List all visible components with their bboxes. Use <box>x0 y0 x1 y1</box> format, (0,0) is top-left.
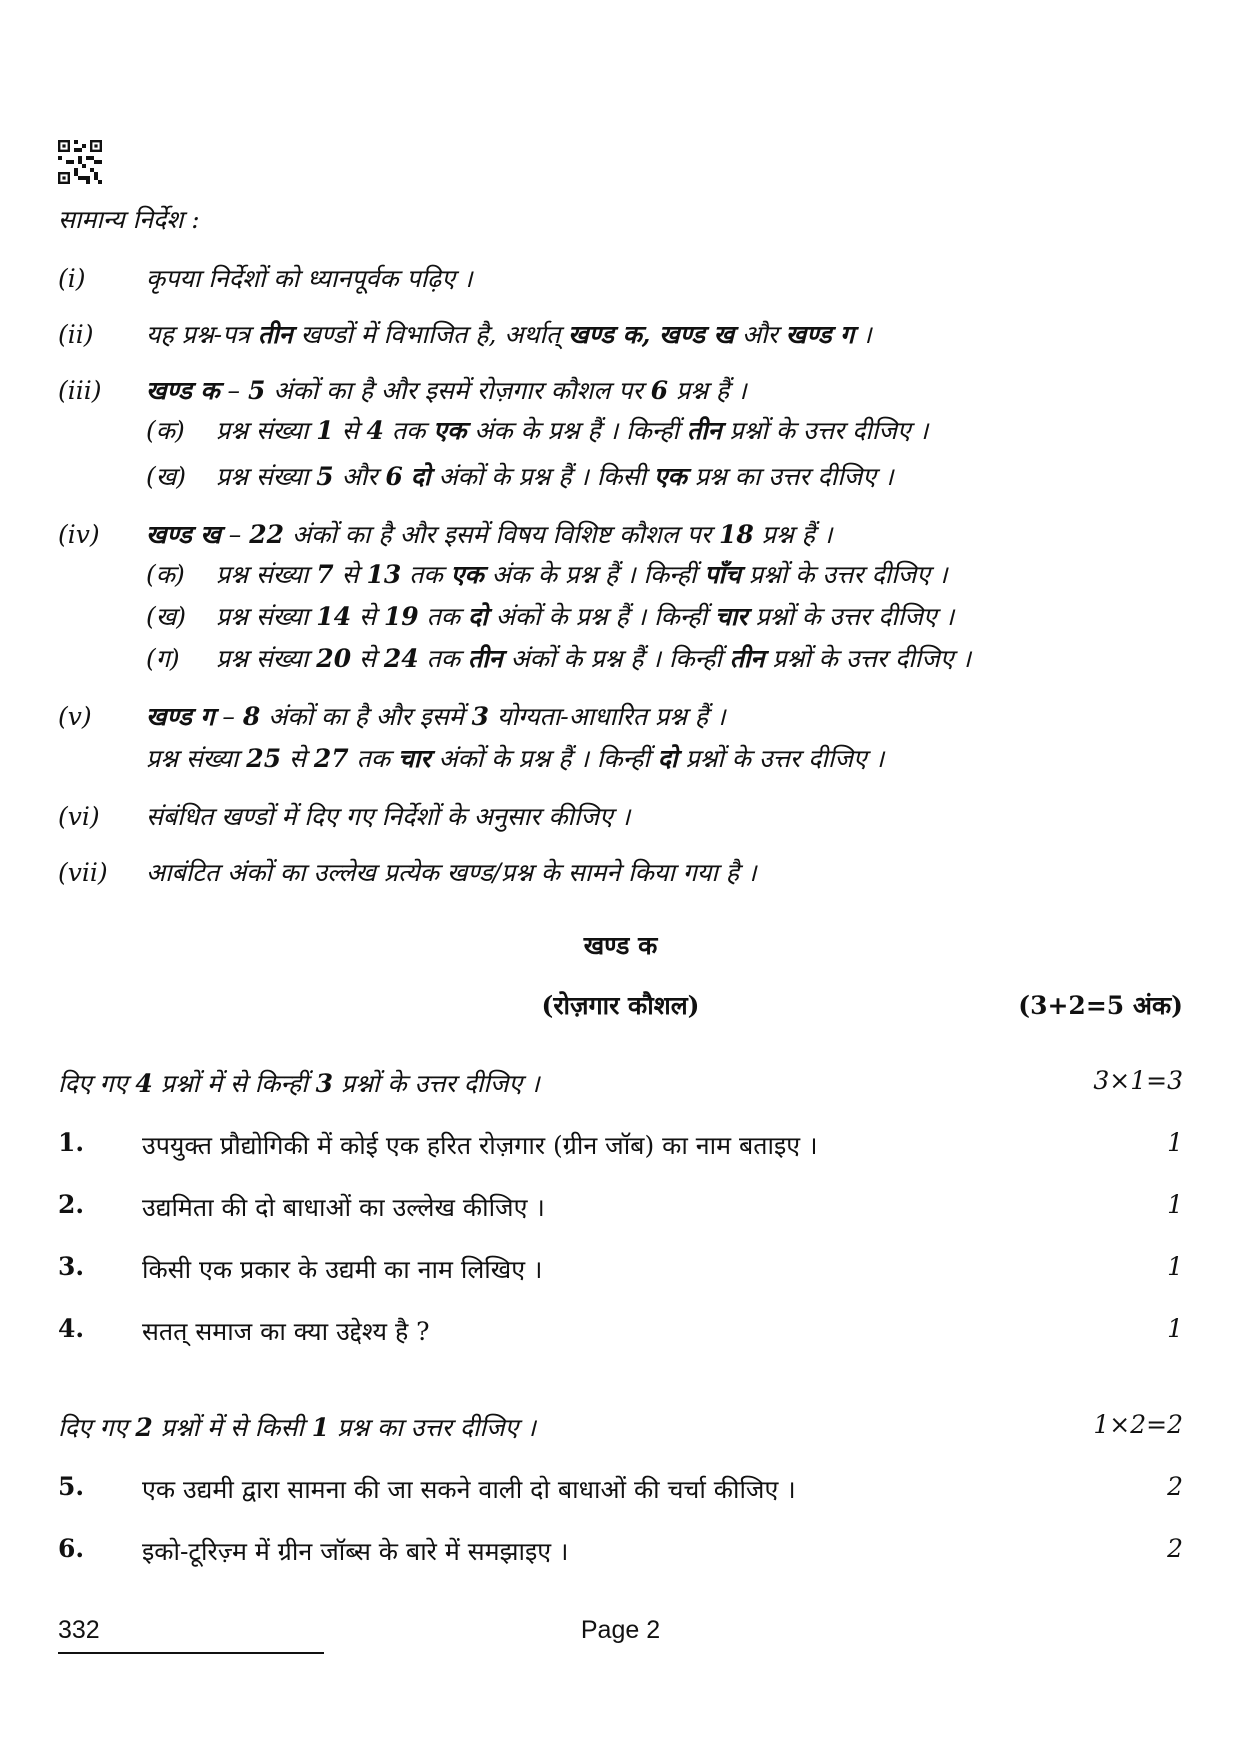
page-number: Page 2 <box>580 1616 661 1644</box>
instruction-number: (ii) <box>58 320 94 349</box>
instruction-sub-item: (ख) प्रश्न संख्या 5 और 6 दो अंकों के प्रश्न हैं । किसी एक प्रश्न का उत्तर दीजिए । <box>146 460 893 494</box>
question-marks: 1 <box>1167 1190 1183 1219</box>
instruction-number: (i) <box>58 264 86 293</box>
question-marks: 2 <box>1167 1472 1183 1501</box>
instruction-sub-item: (ग) प्रश्न संख्या 20 से 24 तक तीन अंकों के प्रश्न हैं । किन्हीं तीन प्रश्नों के उत्तर दीजिए । <box>146 642 971 676</box>
instruction-sub-item: (क) प्रश्न संख्या 7 से 13 तक एक अंक के प्रश्न हैं । किन्हीं पाँच प्रश्नों के उत्तर दीजिए । <box>146 558 948 592</box>
instruction-text: आबंटित अंकों का उल्लेख प्रत्येक खण्ड/प्रश्न के सामने किया गया है । <box>146 858 757 887</box>
paper-code: 332 <box>58 1616 100 1644</box>
instruction-text: प्रश्न संख्या 25 से 27 तक चार अंकों के प्रश्न हैं । किन्हीं दो प्रश्नों के उत्तर दीजिए । <box>146 744 885 773</box>
instruction-sub-item: (क) प्रश्न संख्या 1 से 4 तक एक अंक के प्रश्न हैं । किन्हीं तीन प्रश्नों के उत्तर दीजिए । <box>146 414 928 448</box>
question-number: 2. <box>58 1190 85 1219</box>
question-number: 6. <box>58 1534 85 1563</box>
sub-label: (क) <box>146 560 185 589</box>
sub-label: (ख) <box>146 462 186 491</box>
instruction-number: (v) <box>58 702 92 731</box>
sub-label: (ख) <box>146 602 186 631</box>
instruction-text: संबंधित खण्डों में दिए गए निर्देशों के अनुसार कीजिए । <box>146 802 631 831</box>
question-text: सतत् समाज का क्या उद्देश्य है ? <box>142 1317 430 1346</box>
sub-label: (ग) <box>146 644 180 673</box>
group-marks: 1×2=2 <box>1093 1410 1183 1439</box>
instruction-text: यह प्रश्न-पत्र तीन खण्डों में विभाजित है, अर्थात् खण्ड क, खण्ड ख और खण्ड ग । <box>146 320 872 349</box>
question-marks: 1 <box>1167 1128 1183 1157</box>
question-text: उपयुक्त प्रौद्योगिकी में कोई एक हरित रोज़गार (ग्रीन जॉब) का नाम बताइए । <box>142 1131 818 1160</box>
question-marks: 1 <box>1167 1314 1183 1343</box>
question-number: 5. <box>58 1472 85 1501</box>
section-marks: (3+2=5 अंक) <box>1018 991 1183 1020</box>
instruction-number: (vii) <box>58 858 108 887</box>
question-number: 1. <box>58 1128 85 1157</box>
instruction-text: खण्ड ख – 22 अंकों का है और इसमें विषय विशिष्ट कौशल पर 18 प्रश्न हैं । <box>146 520 833 549</box>
group-instruction: दिए गए 4 प्रश्नों में से किन्हीं 3 प्रश्नों के उत्तर दीजिए । 3×1=3 <box>58 1066 1183 1098</box>
instruction-number: (iii) <box>58 376 102 405</box>
section-subheading: (रोज़गार कौशल) <box>541 991 700 1020</box>
instruction-text: कृपया निर्देशों को ध्यानपूर्वक पढ़िए । <box>146 264 473 293</box>
instruction-text: खण्ड ग – 8 अंकों का है और इसमें 3 योग्यता-आधारित प्रश्न हैं । <box>146 702 726 731</box>
sub-label: (क) <box>146 416 185 445</box>
qr-code-icon <box>58 140 102 184</box>
question-text: उद्यमिता की दो बाधाओं का उल्लेख कीजिए । <box>142 1193 545 1222</box>
question-text: किसी एक प्रकार के उद्यमी का नाम लिखिए । <box>142 1255 543 1284</box>
section-heading: खण्ड क <box>583 931 658 960</box>
question-marks: 2 <box>1167 1534 1183 1563</box>
instruction-number: (iv) <box>58 520 100 549</box>
group-marks: 3×1=3 <box>1093 1066 1183 1095</box>
question-text: एक उद्यमी द्वारा सामना की जा सकने वाली दो बाधाओं की चर्चा कीजिए । <box>142 1475 796 1504</box>
instruction-number: (vi) <box>58 802 100 831</box>
instruction-sub-item: (ख) प्रश्न संख्या 14 से 19 तक दो अंकों के प्रश्न हैं । किन्हीं चार प्रश्नों के उत्तर दीजिए । <box>146 600 954 634</box>
question-number: 3. <box>58 1252 85 1281</box>
footer-divider <box>58 1652 324 1654</box>
general-instructions-title: सामान्य निर्देश : <box>58 205 200 234</box>
question-number: 4. <box>58 1314 85 1343</box>
group-instruction: दिए गए 2 प्रश्नों में से किसी 1 प्रश्न का उत्तर दीजिए । 1×2=2 <box>58 1410 1183 1442</box>
question-text: इको-टूरिज़्म में ग्रीन जॉब्स के बारे में समझाइए । <box>142 1537 569 1566</box>
instruction-text: खण्ड क – 5 अंकों का है और इसमें रोज़गार कौशल पर 6 प्रश्न हैं । <box>146 376 747 405</box>
question-marks: 1 <box>1167 1252 1183 1281</box>
